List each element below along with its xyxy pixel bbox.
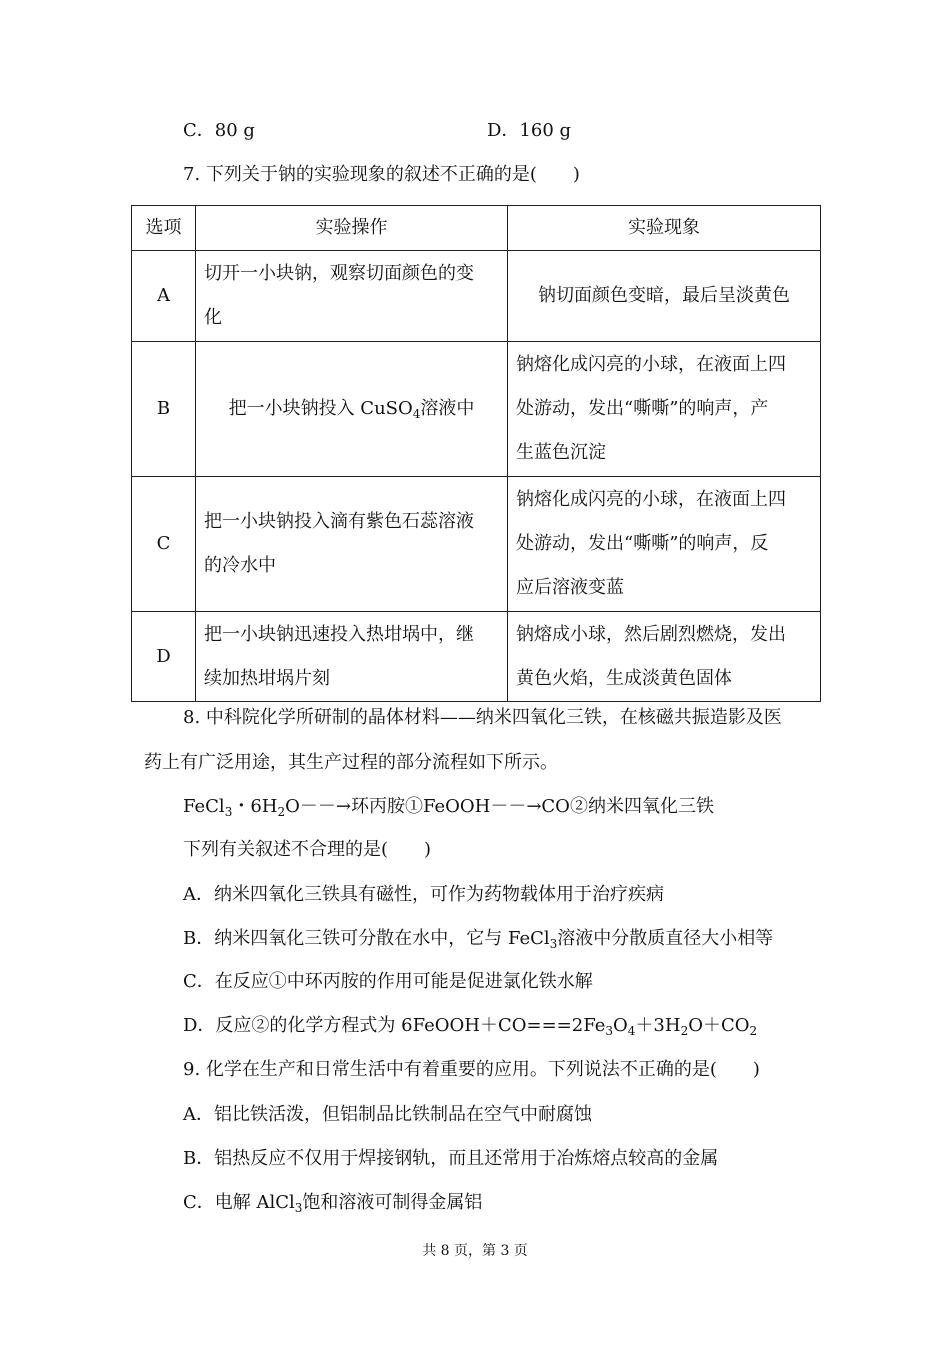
table-row [132,251,821,342]
header-option: 选项 [132,206,196,251]
row-operation: 切开一小块钠，观察切面颜色的变 化 [196,251,508,342]
q8-option-a: A．纳米四氧化三铁具有磁性，可作为药物载体用于治疗疾病 [183,884,664,905]
q7-stem: 7. 下列关于钠的实验现象的叙述不正确的是( ) [183,164,580,185]
q8-ask: 下列有关叙述不合理的是( ) [183,839,432,860]
q9-option-b: B．铝热反应不仅用于焊接钢轨，而且还常用于冶炼熔点较高的金属 [183,1148,719,1169]
header-operation: 实验操作 [196,206,508,251]
page-footer: 共 8 页，第 3 页 [422,1243,528,1259]
q8-option-c: C．在反应①中环丙胺的作用可能是促进氯化铁水解 [183,971,593,992]
q7-experiment-table [131,205,821,702]
table-row [132,612,821,702]
row-operation: 把一小块钠投入滴有紫色石蕊溶液 的冷水中 [196,477,508,612]
q9-option-a: A．铝比铁活泼，但铝制品比铁制品在空气中耐腐蚀 [183,1104,592,1125]
row-option: D [132,612,196,702]
row-option: B [132,342,196,477]
row-phenomenon: 钠熔成小球，然后剧烈燃烧，发出 黄色火焰，生成淡黄色固体 [508,612,821,702]
q9-option-c: C．电解 AlCl$_3$饱和溶液可制得金属铝 [183,1192,483,1215]
table-row [132,477,821,612]
q6-option-c: C．80 g [183,120,255,141]
row-phenomenon: 钠熔化成闪亮的小球，在液面上四 处游动，发出“嘶嘶”的响声，产 生蓝色沉淀 [508,342,821,477]
q8-option-b: B．纳米四氧化三铁可分散在水中，它与 FeCl$_3$溶液中分散质直径大小相等 [183,928,774,951]
q8-stem-line1: 8. 中科院化学所研制的晶体材料——纳米四氧化三铁，在核磁共振造影及医 [183,707,782,728]
row-phenomenon: 钠熔化成闪亮的小球，在液面上四 处游动，发出“嘶嘶”的响声，反 应后溶液变蓝 [508,477,821,612]
q8-option-d: D．反应②的化学方程式为 $6FeOOH+CO===2Fe_3O_4+3H_2O+CO_2$ [183,1015,758,1038]
row-operation: 把一小块钠投入 CuSO$_4$溶液中 [196,342,508,477]
q8-flow: FeCl$_3$・$6H_2O--\to$环丙胺①FeOOH－－→CO②纳米四氧化三铁 [183,796,714,819]
row-phenomenon: 钠切面颜色变暗，最后呈淡黄色 [508,251,821,342]
q8-stem-line2: 药上有广泛用途，其生产过程的部分流程如下所示。 [144,752,558,773]
row-option: C [132,477,196,612]
row-operation: 把一小块钠迅速投入热坩埚中，继 续加热坩埚片刻 [196,612,508,702]
q6-option-d: D．160 g [487,120,572,141]
row-option: A [132,251,196,342]
table-header-row [132,206,821,251]
q9-stem: 9. 化学在生产和日常生活中有着重要的应用。下列说法不正确的是( ) [183,1059,760,1080]
table-row [132,342,821,477]
header-phenomenon: 实验现象 [508,206,821,251]
